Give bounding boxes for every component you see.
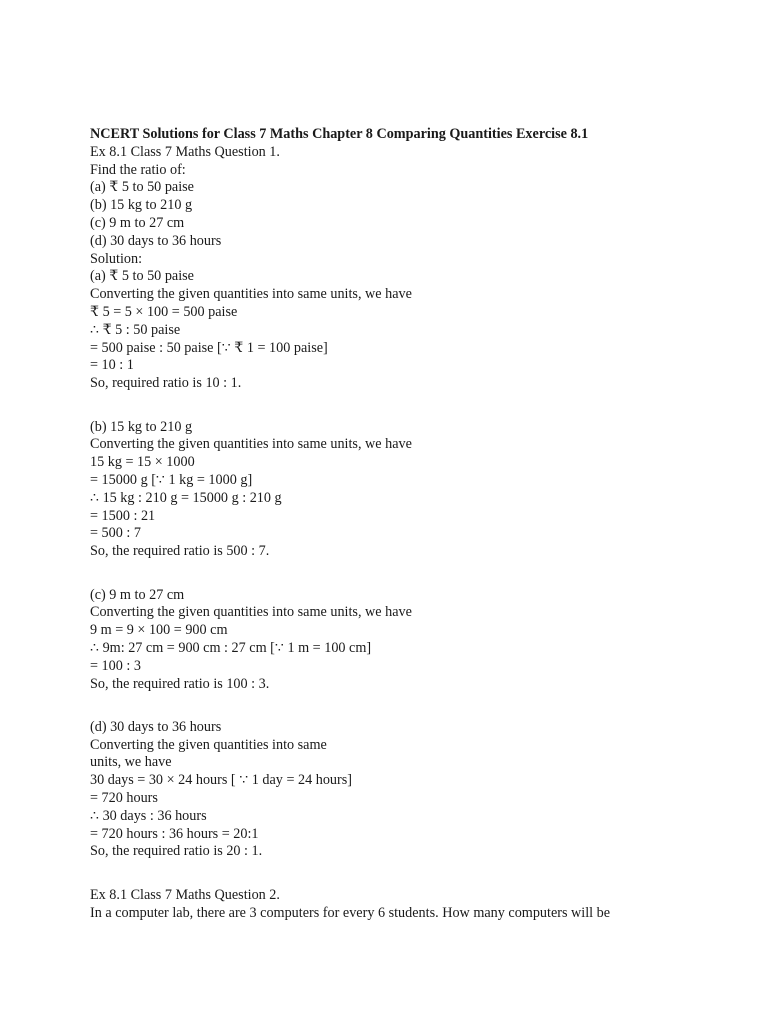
solution-line: So, required ratio is 10 : 1. [90, 375, 242, 392]
question-1-option-a: (a) ₹ 5 to 50 paise [90, 179, 194, 196]
document-page [90, 126, 730, 922]
solution-line: 9 m = 9 × 100 = 900 cm [90, 622, 228, 639]
spacer [90, 393, 730, 419]
solution-line: = 15000 g [∵ 1 kg = 1000 g] [90, 471, 253, 488]
solution-line: ∴ 9m: 27 cm = 900 cm : 27 cm [∵ 1 m = 100 cm] [90, 639, 372, 656]
solution-line: (d) 30 days to 36 hours [90, 718, 222, 735]
solution-part-b [90, 419, 730, 561]
solution-line: ₹ 5 = 5 × 100 = 500 paise [90, 303, 238, 320]
question-1-option-c: (c) 9 m to 27 cm [90, 214, 185, 231]
spacer [90, 561, 730, 587]
solution-line: = 720 hours [90, 790, 158, 807]
solution-line: So, the required ratio is 100 : 3. [90, 675, 270, 692]
solution-line: (c) 9 m to 27 cm [90, 586, 185, 603]
solution-line: So, the required ratio is 500 : 7. [90, 543, 270, 560]
solution-part-d [90, 719, 730, 861]
solution-line: Converting the given quantities into same units, we have [90, 604, 412, 621]
question-2-text: In a computer lab, there are 3 computers for every 6 students. How many computers will be [90, 904, 611, 921]
solution-line: = 500 : 7 [90, 525, 141, 542]
spacer [90, 693, 730, 719]
solution-line: = 10 : 1 [90, 357, 134, 374]
solution-line: Converting the given quantities into same units, we have [90, 286, 412, 303]
solution-part-a [90, 268, 730, 393]
question-1-prompt: Find the ratio of: [90, 161, 186, 178]
solution-line: 30 days = 30 × 24 hours [ ∵ 1 day = 24 hours] [90, 772, 352, 789]
solution-line: = 500 paise : 50 paise [∵ ₹ 1 = 100 paise] [90, 339, 328, 356]
solution-label: Solution: [90, 250, 143, 267]
solution-line: = 100 : 3 [90, 657, 141, 674]
solution-line: 15 kg = 15 × 1000 [90, 454, 195, 471]
solution-line: units, we have [90, 754, 172, 771]
solution-line: ∴ ₹ 5 : 50 paise [90, 321, 181, 338]
question-2-heading: Ex 8.1 Class 7 Maths Question 2. [90, 886, 280, 903]
solution-line: Converting the given quantities into same units, we have [90, 436, 412, 453]
question-1-heading: Ex 8.1 Class 7 Maths Question 1. [90, 143, 280, 160]
solution-line: (a) ₹ 5 to 50 paise [90, 268, 194, 285]
solution-line: (b) 15 kg to 210 g [90, 418, 193, 435]
solution-line: = 720 hours : 36 hours = 20:1 [90, 825, 259, 842]
solution-line: ∴ 15 kg : 210 g = 15000 g : 210 g [90, 489, 282, 506]
question-1-option-b: (b) 15 kg to 210 g [90, 197, 193, 214]
solution-line: Converting the given quantities into same [90, 736, 327, 753]
spacer [90, 861, 730, 887]
question-1-option-d: (d) 30 days to 36 hours [90, 232, 222, 249]
solution-line: ∴ 30 days : 36 hours [90, 807, 207, 824]
document-title: NCERT Solutions for Class 7 Maths Chapter 8 Comparing Quantities Exercise 8.1 [90, 126, 589, 142]
solution-line: = 1500 : 21 [90, 507, 156, 524]
solution-line: So, the required ratio is 20 : 1. [90, 843, 263, 860]
solution-part-c [90, 587, 730, 694]
